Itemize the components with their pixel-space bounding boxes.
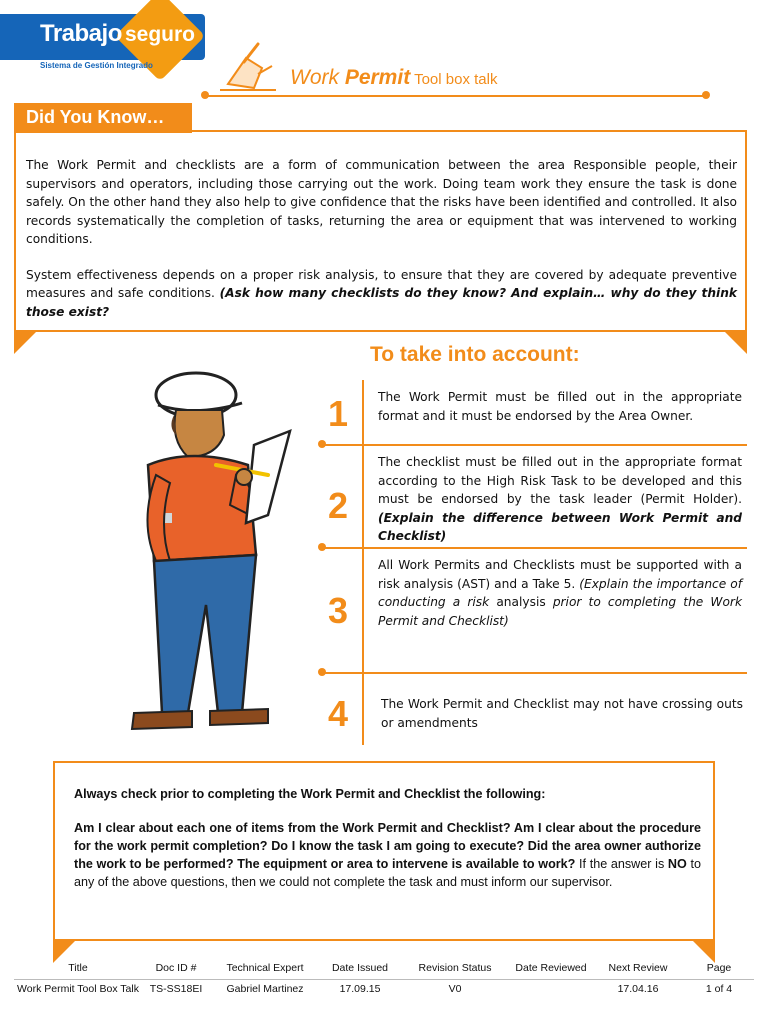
footer-header-next-review: Next Review — [608, 962, 668, 974]
footer-value-revision-status: V0 — [448, 983, 462, 995]
step-separator-3 — [322, 672, 747, 674]
title-bold: Permit — [344, 66, 411, 89]
footer-header-date-reviewed: Date Reviewed — [515, 962, 587, 974]
header-divider — [205, 95, 707, 97]
checklist-questions: Am I clear about each one of items from the Work Permit and Checklist? Am I clear about the procedure for the work permit completion? Do I know the task I am going to execute? Did the area owner authorize the work to be performed? The equipment or area to intervene is available to work? — [74, 821, 701, 871]
footer-value-date-issued: 17.09.15 — [339, 983, 381, 995]
take-into-account-title: To take into account: — [370, 343, 580, 366]
separator-dot-1 — [318, 440, 326, 448]
divider-dot-left — [201, 91, 209, 99]
title-italic: Work — [290, 66, 345, 89]
footer-header-revision-status: Revision Status — [418, 962, 492, 974]
checklist-intro: Always check prior to completing the Work Permit and Checklist the following: — [74, 787, 546, 801]
divider-dot-right — [702, 91, 710, 99]
step-number-1: 1 — [328, 393, 349, 434]
footer-value-doc-id: TS-SS18EI — [149, 983, 203, 995]
step-number-2: 2 — [328, 485, 349, 526]
step-3-emphasis-b: prior to completing the Work Permit and Checklist) — [378, 595, 742, 628]
checklist-fold-right — [693, 941, 715, 963]
footer-value-technical-expert: Gabriel Martinez — [226, 983, 304, 995]
step-text-1: The Work Permit must be filled out in the appropriate format and it must be endorsed by the Area Owner. — [378, 390, 742, 423]
footer-value-next-review: 17.04.16 — [617, 983, 659, 995]
footer-header-date-issued: Date Issued — [331, 962, 389, 974]
step-separator-2 — [322, 547, 747, 549]
did-you-know-paragraph-1: The Work Permit and checklists are a form of communication between the area Responsible people, their supervisors and operators, including those carrying out the work. Doing team work they ensure the task is done safely. On the other hand they also help to give confidence that the risks have been identified and controlled. It also records systematically the completion of tasks, returning the area or equipment that was intervened to working conditions. — [26, 158, 737, 246]
checklist-answer-no: NO — [667, 857, 687, 871]
did-you-know-paragraph-2 — [26, 266, 737, 322]
checklist-answer-1: If the answer is — [575, 857, 668, 871]
step-separator-1 — [322, 444, 747, 446]
fold-right — [725, 332, 747, 354]
step-3-emphasis-a: (Explain the importance of conducting a risk — [378, 576, 742, 609]
footer-value-title: Work Permit Tool Box Talk — [17, 983, 139, 995]
title-rest: Tool box talk — [410, 71, 498, 88]
step-3-plain-b: analysis — [496, 595, 553, 609]
paragraph-2-plain: System effectiveness depends on a proper risk analysis, to ensure that they are covered by adequate preventive measures and safe conditions. — [26, 267, 737, 300]
did-you-know-body — [26, 156, 737, 321]
step-text-3 — [378, 556, 742, 630]
step-2-emphasis: (Explain the difference between Work Permit and Checklist) — [378, 510, 742, 543]
steps-vertical-line — [362, 380, 364, 745]
fold-left — [14, 332, 36, 354]
footer-separator — [14, 979, 754, 980]
separator-dot-2 — [318, 543, 326, 551]
separator-dot-3 — [318, 668, 326, 676]
company-logo — [0, 8, 220, 70]
step-2-plain: The checklist must be filled out in the appropriate format according to the High Risk Task to be developed and this must be endorsed by the task leader (Permit Holder). — [378, 455, 742, 506]
checklist-body — [74, 785, 701, 891]
footer-value-page: 1 of 4 — [705, 983, 733, 995]
footer-header-title: Title — [68, 962, 88, 974]
footer-value-date-reviewed — [510, 983, 592, 995]
document-title — [290, 66, 497, 90]
did-you-know-heading: Did You Know… — [14, 103, 192, 133]
document-footer — [14, 962, 754, 995]
footer-header-page: Page — [706, 962, 732, 974]
step-number-3: 3 — [328, 590, 349, 631]
step-text-4: The Work Permit and Checklist may not have crossing outs or amendments — [381, 697, 743, 730]
paragraph-2-emphasis: (Ask how many checklists do they know? And explain… why do they think those exist? — [26, 286, 737, 319]
step-number-4: 4 — [328, 693, 349, 734]
logo-brand-part2: seguro — [125, 23, 196, 46]
checklist-fold-left — [53, 941, 75, 963]
footer-header-row — [14, 962, 754, 974]
footer-value-row — [14, 983, 754, 995]
writing-hand-icon — [218, 38, 278, 94]
checklist-answer-2: to any of the above questions, then we could not complete the task and must inform our supervisor. — [74, 857, 701, 889]
step-3-plain: All Work Permits and Checklists must be supported with a risk analysis (AST) and a Take 5. — [378, 558, 742, 591]
footer-header-doc-id: Doc ID # — [155, 962, 197, 974]
footer-header-technical-expert: Technical Expert — [226, 962, 304, 974]
worker-illustration — [118, 365, 303, 740]
step-text-2 — [378, 453, 742, 546]
logo-brand-part1: Trabajo — [40, 20, 122, 47]
logo-subtitle: Sistema de Gestión Integrado — [40, 61, 153, 70]
